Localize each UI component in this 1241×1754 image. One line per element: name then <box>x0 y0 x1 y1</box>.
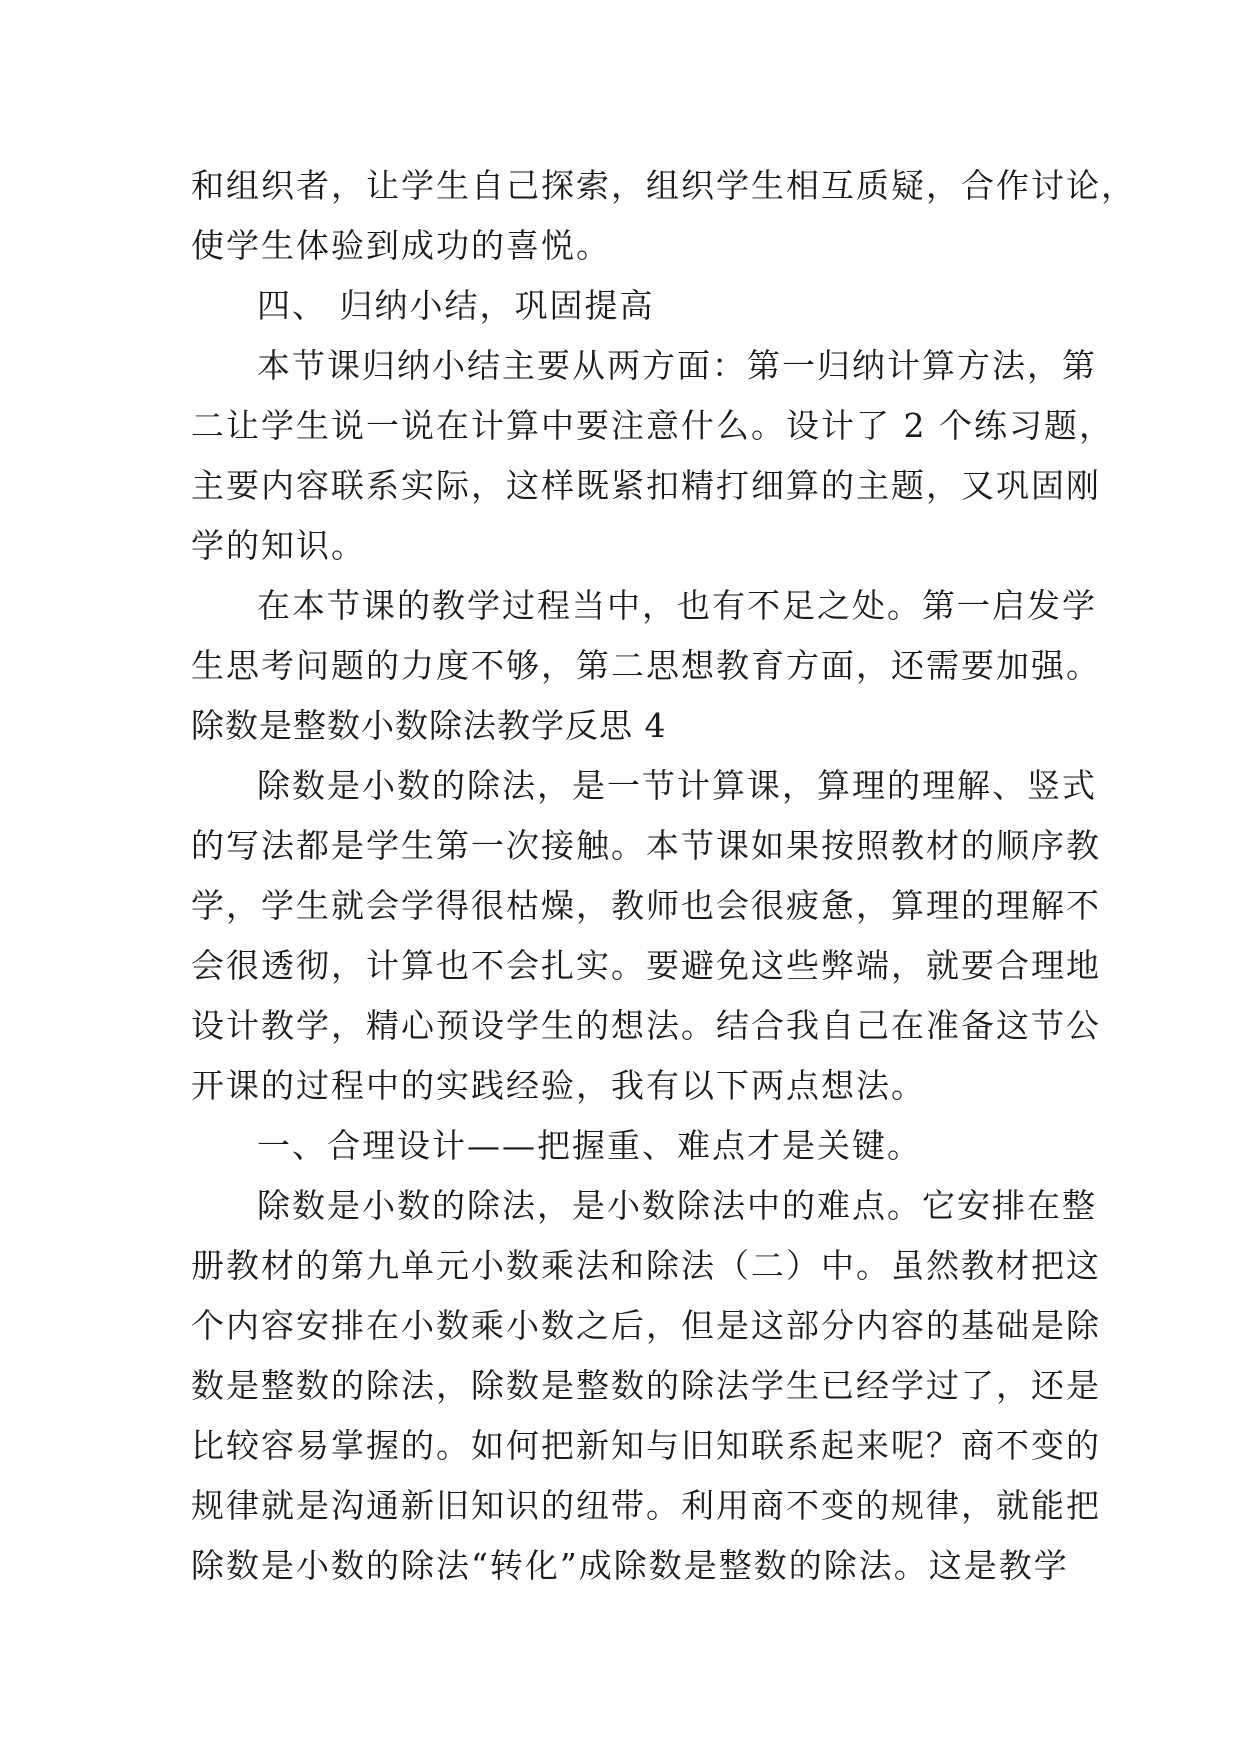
text-line-6: 主要内容联系实际，这样既紧扣精打细算的主题，又巩固刚 <box>191 466 1101 505</box>
text-line-1: 和组织者，让学生自己探索，组织学生相互质疑，合作讨论， <box>191 166 1136 205</box>
text-line-15: 设计教学，精心预设学生的想法。结合我自己在准备这节公 <box>191 1006 1101 1045</box>
text-line-9: 生思考问题的力度不够，第二思想教育方面，还需要加强。 <box>191 646 1101 685</box>
text-line-20: 个内容安排在小数乘小数之后，但是这部分内容的基础是除 <box>191 1306 1101 1345</box>
text-line-4: 本节课归纳小结主要从两方面：第一归纳计算方法，第 <box>257 346 1097 385</box>
section-heading-4: 四、 归纳小结，巩固提高 <box>257 286 655 325</box>
text-line-22: 比较容易掌握的。如何把新知与旧知联系起来呢？商不变的 <box>191 1426 1101 1465</box>
text-line-7: 学的知识。 <box>191 526 366 565</box>
text-line-18: 除数是小数的除法，是小数除法中的难点。它安排在整 <box>257 1186 1097 1225</box>
text-line-5: 二让学生说一说在计算中要注意什么。设计了 2 个练习题， <box>191 406 1114 445</box>
text-line-12: 的写法都是学生第一次接触。本节课如果按照教材的顺序教 <box>191 826 1101 865</box>
section-heading-1: 一、合理设计——把握重、难点才是关键。 <box>257 1126 922 1165</box>
text-line-24: 除数是小数的除法“转化”成除数是整数的除法。这是教学 <box>191 1546 1069 1585</box>
text-line-8: 在本节课的教学过程当中，也有不足之处。第一启发学 <box>257 586 1097 625</box>
text-line-11: 除数是小数的除法，是一节计算课，算理的理解、竖式 <box>257 766 1097 805</box>
text-line-23: 规律就是沟通新旧知识的纽带。利用商不变的规律，就能把 <box>191 1486 1101 1525</box>
text-line-19: 册教材的第九单元小数乘法和除法（二）中。虽然教材把这 <box>191 1246 1101 1285</box>
text-line-13: 学，学生就会学得很枯燥，教师也会很疲惫，算理的理解不 <box>191 886 1101 925</box>
text-line-21: 数是整数的除法，除数是整数的除法学生已经学过了，还是 <box>191 1366 1101 1405</box>
text-line-2: 使学生体验到成功的喜悦。 <box>191 226 611 265</box>
text-line-16: 开课的过程中的实践经验，我有以下两点想法。 <box>191 1066 926 1105</box>
article-title: 除数是整数小数除法教学反思 4 <box>191 706 667 745</box>
text-line-14: 会很透彻，计算也不会扎实。要避免这些弊端，就要合理地 <box>191 946 1101 985</box>
